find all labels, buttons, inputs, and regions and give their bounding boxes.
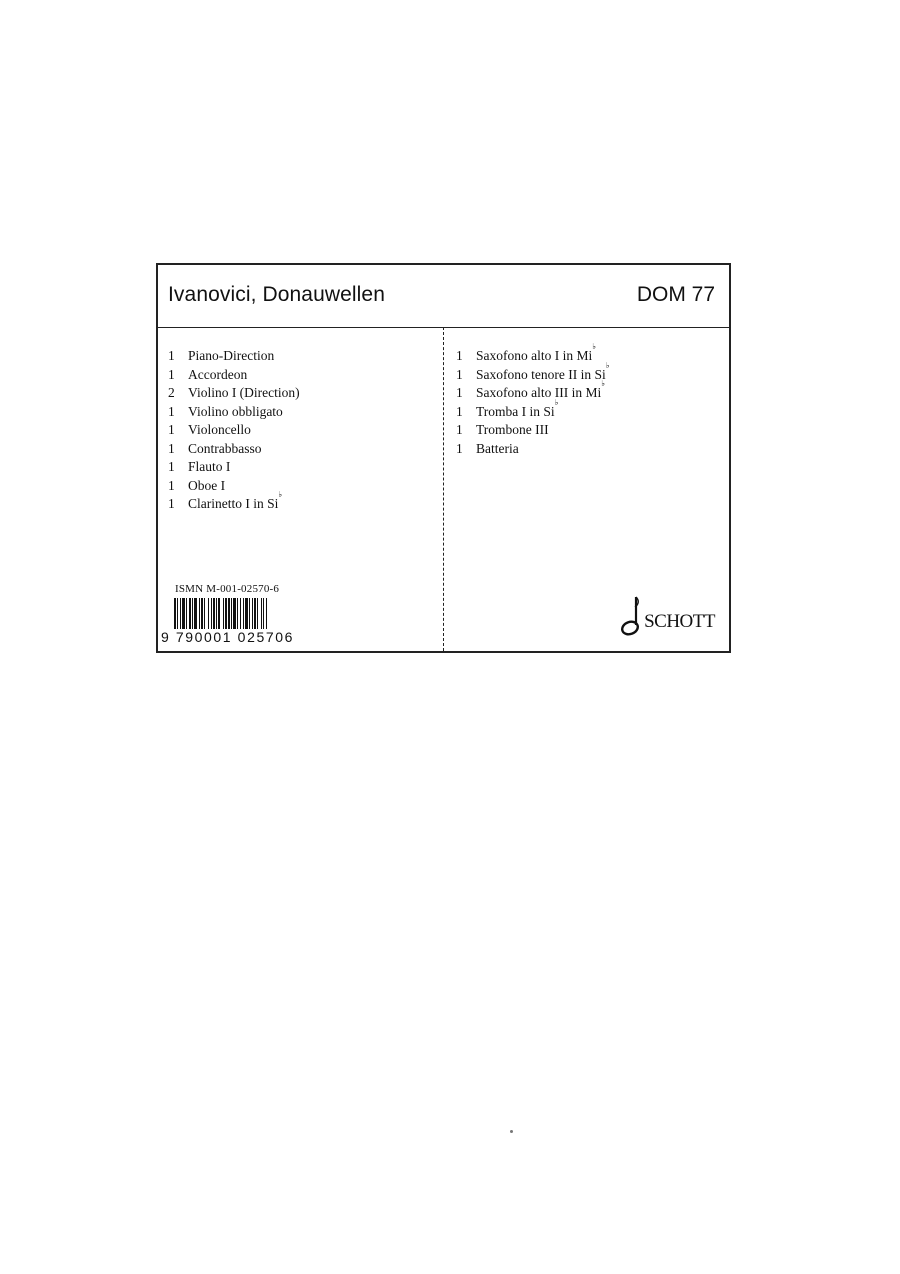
barcode-bar [237, 598, 238, 629]
part-item [168, 440, 300, 459]
barcode-bar [208, 598, 209, 629]
part-name: Trombone III [476, 422, 549, 437]
part-item [168, 347, 300, 366]
part-quantity: 1 [168, 422, 175, 437]
part-name: Tromba I in Si [476, 403, 555, 419]
part-name: Batteria [476, 440, 519, 456]
part-item [456, 379, 610, 403]
barcode-bar [266, 598, 267, 629]
part-quantity: 1 [168, 477, 175, 493]
barcode-bar [201, 598, 203, 629]
part-quantity: 1 [168, 440, 175, 456]
barcode-bar [189, 598, 191, 629]
barcode-bar [192, 598, 193, 629]
part-item [456, 360, 610, 385]
barcode-bar [245, 598, 248, 629]
barcode-bar [194, 598, 197, 629]
part-name: Flauto I [188, 459, 231, 474]
part-item [456, 342, 610, 366]
part-item [168, 366, 300, 385]
flat-sign: ♭ [592, 342, 597, 351]
part-item [456, 440, 610, 459]
part-quantity: 1 [168, 366, 175, 382]
part-name: Contrabbasso [188, 440, 262, 456]
flat-sign: ♭ [278, 490, 283, 499]
parts-list-left [168, 347, 300, 514]
barcode-digits: 9 790001 025706 [161, 629, 294, 645]
barcode-bar [257, 598, 258, 629]
barcode-bar [261, 598, 262, 629]
barcode-bar [233, 598, 236, 629]
part-name: Violino I (Direction) [188, 385, 300, 400]
publisher-name: SCHOTT [644, 611, 715, 632]
barcode-bar [199, 598, 200, 629]
barcode-bar [254, 598, 256, 629]
barcode-bar [213, 598, 215, 629]
barcode-bar [225, 598, 227, 629]
barcode-bar [252, 598, 253, 629]
part-name: Oboe I [188, 477, 226, 493]
part-quantity: 2 [168, 385, 175, 400]
barcode-bar [240, 598, 241, 629]
part-quantity: 1 [168, 459, 175, 474]
barcode-bar [216, 598, 217, 629]
perforation-divider [443, 327, 444, 651]
part-quantity: 1 [168, 496, 175, 511]
barcode-bar [211, 598, 212, 629]
part-item [168, 458, 300, 477]
card-title: Ivanovici, Donauwellen [168, 283, 385, 306]
part-item [456, 397, 610, 422]
barcode-bar [180, 598, 181, 629]
barcode-bar [186, 598, 187, 629]
part-name: Clarinetto I in Si [188, 496, 279, 511]
part-name: Piano-Direction [188, 348, 275, 363]
parts-list-right [456, 342, 610, 458]
barcode-bar [231, 598, 232, 629]
part-quantity: 1 [456, 366, 463, 382]
flat-sign: ♭ [601, 379, 606, 388]
barcode-bar [263, 598, 264, 629]
barcode [174, 598, 310, 629]
part-quantity: 1 [456, 422, 463, 437]
barcode-bar [228, 598, 230, 629]
part-item [168, 384, 300, 403]
part-item [168, 403, 300, 422]
part-name: Accordeon [188, 366, 248, 382]
part-item [168, 490, 300, 514]
flat-sign: ♭ [554, 397, 559, 407]
part-name: Violoncello [188, 422, 251, 437]
part-quantity: 1 [168, 348, 175, 363]
barcode-bar [177, 598, 178, 629]
catalog-code: DOM 77 [636, 283, 715, 306]
card-header [158, 265, 729, 328]
part-name: Saxofono alto III in Mi [476, 385, 602, 400]
barcode-bar [249, 598, 250, 629]
part-quantity: 1 [456, 403, 463, 419]
part-quantity: 1 [456, 385, 463, 400]
part-name: Violino obbligato [188, 403, 283, 419]
barcode-bar [223, 598, 224, 629]
scan-speck [510, 1130, 513, 1133]
barcode-bar [243, 598, 244, 629]
part-item [456, 421, 610, 440]
part-quantity: 1 [456, 440, 463, 456]
part-quantity: 1 [456, 348, 463, 363]
ismn-number: ISMN M-001-02570-6 [175, 583, 280, 595]
part-name: Saxofono tenore II in Si [476, 366, 606, 382]
flat-sign: ♭ [605, 360, 610, 370]
barcode-bar [174, 598, 176, 629]
barcode-bar [182, 598, 185, 629]
part-name: Saxofono alto I in Mi [476, 348, 593, 363]
barcode-bar [204, 598, 205, 629]
catalog-card [156, 263, 731, 653]
part-item [168, 421, 300, 440]
barcode-bar [218, 598, 220, 629]
publisher-logo [618, 595, 715, 639]
part-quantity: 1 [168, 403, 175, 419]
